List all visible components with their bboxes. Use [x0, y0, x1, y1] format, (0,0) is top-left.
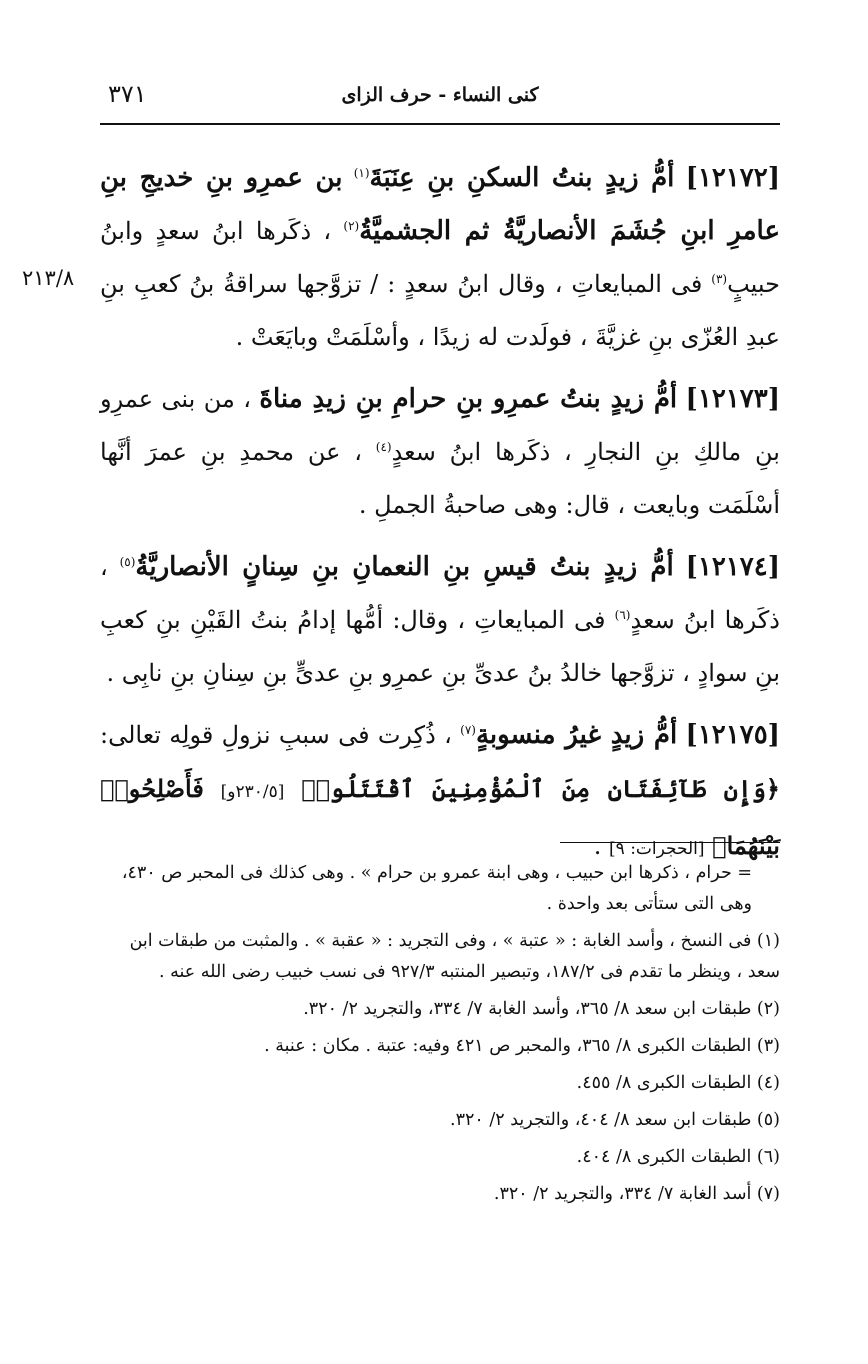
entry-name: أمُّ زيدٍ بنتُ السكنِ بنِ عِنَبَةَ	[369, 163, 675, 193]
quran-verse: ﴿وَإِن طَآئِفَتَانِ مِنَ ٱلْمُؤْمِنِينَ ٱقْتَتَلُوا۟	[301, 774, 780, 803]
footnote-1	[100, 926, 780, 988]
manuscript-folio-mark: [٢٣٠/٥و]	[220, 782, 285, 802]
entry-text: ، عن محمدِ بنِ عمرَ أنَّها أسْلَمَت وبايعت ، قال: وهى صاحبةُ الجملِ .	[100, 438, 780, 519]
entry-text: فى المبايعاتِ ، وقال: أمُّها إدامُ بنتُ القَيْنِ بنِ كعبِ بنِ سوادٍ ، تزوَّجها خالدُ بنُ عدىِّ بنِ عمرِو بنِ عدىٍّ بنِ سِنانِ بنِ نابِى .	[100, 606, 780, 687]
entry-12174	[100, 541, 780, 700]
entry-text: فى المبايعاتِ ، وقال ابنُ سعدٍ : / تزوَّجها سراقةُ بنُ كعبِ بنِ عبدِ العُزّى بنِ غزيَّةَ ، فولَدت له زيدًا ، وأسْلَمَتْ وبايَعَتْ .	[100, 270, 780, 351]
footnote-4	[100, 1068, 780, 1099]
entry-name-lineage: بن عمرِو بنِ خديجِ بنِ عامرِ ابنِ جُشَمَ الأنصاريَّةُ ثم الجشميَّةُ	[100, 163, 780, 246]
entry-number: [١٢١٧٣]	[685, 384, 780, 414]
footnote-rule	[560, 842, 780, 843]
footnote-text: (٣) الطبقات الكبرى ٨/ ٣٦٥، والمحبر ص ٤٢١ وفيه: عتبة . مكان : عنبة .	[264, 1036, 780, 1056]
entry-number: [١٢١٧٤]	[685, 552, 781, 582]
entry-text: .	[593, 832, 602, 860]
running-title: كنى النساء - حرف الزاى	[341, 84, 539, 106]
footnote-text: (٥) طبقات ابن سعد ٨/ ٤٠٤، والتجريد ٢/ ٣٢٠.	[450, 1110, 780, 1130]
footnote-ref: (٣)	[711, 272, 728, 286]
entry-number: [١٢١٧٢]	[685, 163, 781, 193]
footnote-continuation	[100, 858, 780, 920]
footnote-ref: (٥)	[119, 555, 136, 569]
verse-reference: [الحجرات: ٩]	[609, 839, 705, 859]
entry-text: ، ذُكِرت فى سببِ نزولِ قولِه تعالى:	[100, 721, 452, 749]
running-header	[100, 80, 780, 120]
footnotes	[100, 858, 780, 1216]
entry-name: أمُّ زيدٍ بنتُ قيسِ بنِ النعمانِ بنِ سِنانٍ الأنصاريَّةُ	[135, 552, 674, 582]
footnote-text: = حرام ، ذكرها ابن حبيب ، وهى ابنة عمرو بن حرام » . وهى كذلك فى المحبر ص ٤٣٠، وهى التى ستأتى بعد واحدة .	[121, 863, 752, 914]
main-text	[100, 152, 780, 885]
footnote-text: (٢) طبقات ابن سعد ٨/ ٣٦٥، وأسد الغابة ٧/ ٣٣٤، والتجريد ٢/ ٣٢٠.	[303, 999, 780, 1019]
footnote-3	[100, 1031, 780, 1062]
header-rule	[100, 123, 780, 125]
footnote-ref: (٦)	[614, 608, 631, 622]
footnote-ref: (٤)	[375, 440, 392, 454]
entry-12173	[100, 373, 780, 532]
footnote-2	[100, 994, 780, 1025]
margin-volume-page-note: ٢١٣/٨	[22, 266, 75, 290]
footnote-ref: (٢)	[343, 219, 360, 233]
entry-name: أمُّ زيدٍ غيرُ منسوبةٍ	[475, 720, 678, 750]
footnote-ref: (١)	[353, 166, 370, 180]
entry-text: ، ذكَرها ابنُ سعدٍ	[100, 553, 780, 634]
entry-number: [١٢١٧٥]	[685, 720, 780, 750]
footnote-6	[100, 1142, 780, 1173]
quran-verse: فَأَصْلِحُوا۟ بَيْنَهُمَا﴾	[100, 774, 780, 860]
footnote-7	[100, 1179, 780, 1210]
entry-12172	[100, 152, 780, 364]
footnote-text: (٧) أسد الغابة ٧/ ٣٣٤، والتجريد ٢/ ٣٢٠.	[493, 1184, 780, 1204]
entry-name: أمُّ زيدٍ بنتُ عمرِو بنِ حرامِ بنِ زيدِ مناةَ	[259, 384, 678, 414]
entry-text: ، من بنى عمرِو بنِ مالكِ بنِ النجارِ ، ذكَرها ابنُ سعدٍ	[100, 385, 780, 466]
footnote-ref: (٧)	[460, 723, 476, 737]
entry-12175	[100, 709, 780, 876]
footnote-text: (١) فى النسخ ، وأسد الغابة : « عتبة » ، وفى التجريد : « عقبة » . والمثبت من طبقات ابن سعد ، وينظر ما تقدم فى ١٨٧/٢، وتبصير المنتبه ٩٢٧/٣ فى نسب خبيب رضى الله عنه .	[129, 931, 780, 982]
footnote-5	[100, 1105, 780, 1136]
footnote-text: (٦) الطبقات الكبرى ٨/ ٤٠٤.	[576, 1147, 780, 1167]
entry-text: ، ذكَرها ابنُ سعدٍ وابنُ حبيبٍ	[100, 217, 780, 298]
page-number: ٣٧١	[108, 80, 147, 108]
footnote-text: (٤) الطبقات الكبرى ٨/ ٤٥٥.	[576, 1073, 780, 1093]
